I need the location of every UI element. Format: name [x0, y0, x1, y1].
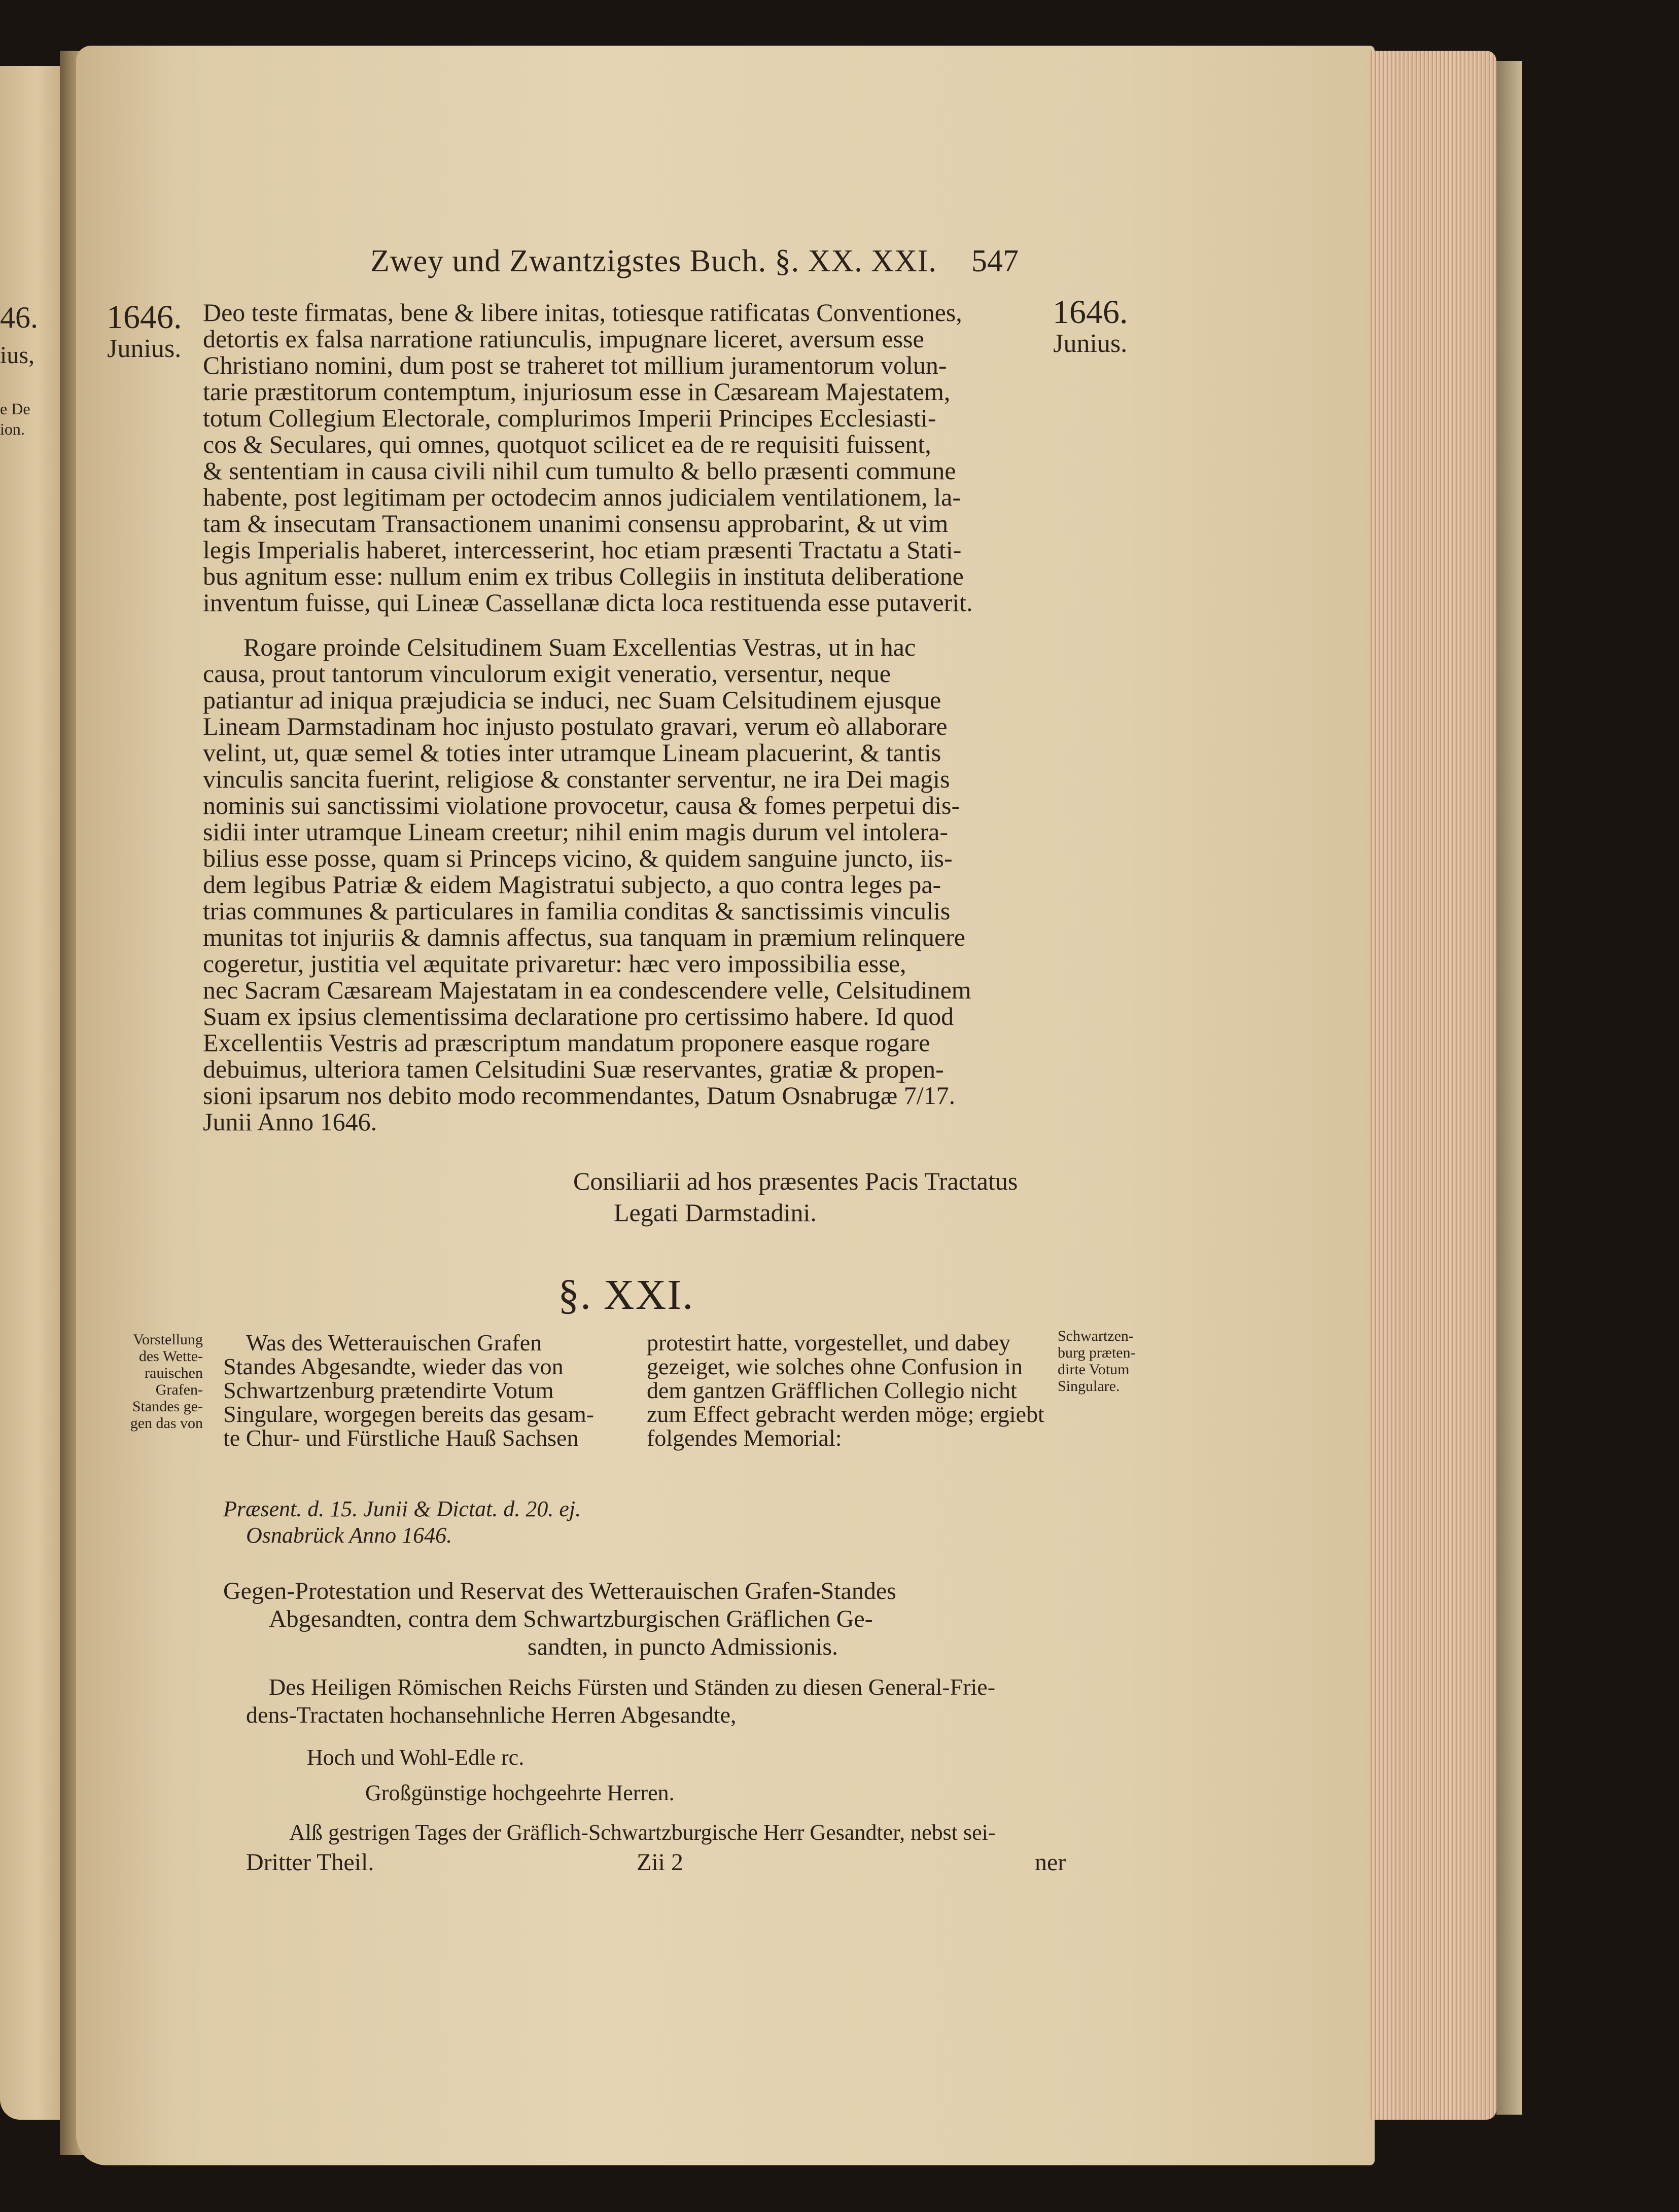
side-note-line: Schwartzen-	[1058, 1328, 1134, 1344]
text-line: inventum fuisse, qui Lineæ Cassellanæ dicta loca restituenda esse putaverit.	[203, 588, 973, 617]
text-line: bus agnitum esse: nullum enim ex tribus Collegiis in instituta deliberatione	[203, 562, 964, 590]
text-line: velint, ut, quæ semel & toties inter utramque Lineam placuerint, & tantis	[203, 738, 941, 767]
catchword: ner	[1035, 1849, 1066, 1876]
text-line: vinculis sancita fuerint, religiose & constanter serventur, ne ira Dei magis	[203, 765, 950, 793]
margin-month: Junius.	[107, 334, 182, 363]
text-line: Standes Abgesandte, wieder das von	[223, 1353, 564, 1379]
title-line: Abgesandten, contra dem Schwartzburgischen Gräflichen Ge-	[269, 1606, 873, 1632]
margin-year: 1646.	[1053, 294, 1128, 331]
side-note-line: Singulare.	[1058, 1378, 1120, 1395]
text-line: Alß gestrigen Tages der Gräflich-Schwartzburgische Herr Gesandter, nebst sei-	[289, 1820, 996, 1845]
text-line: causa, prout tantorum vinculorum exigit veneratio, versentur, neque	[203, 659, 891, 688]
side-note-line: Vorstellung	[133, 1331, 203, 1348]
margin-month: Junius.	[1053, 329, 1128, 358]
text-line: totum Collegium Electorale, complurimos Imperii Principes Ecclesiasti-	[203, 404, 936, 432]
text-line: Christiano nomini, dum post se traheret tot millium juramentorum volun-	[203, 351, 947, 379]
text-line: cogeretur, justitia vel æquitate privaretur: hæc vero impossibilia esse,	[203, 949, 906, 978]
left-page-fragment: e De	[0, 400, 30, 418]
text-line: cos & Seculares, qui omnes, quotquot scilicet ea de re requisiti fuissent,	[203, 430, 931, 458]
text-line: Lineam Darmstadinam hoc injusto postulato gravari, verum eò allaborare	[203, 712, 948, 740]
text-line: Suam ex ipsius clementissima declaratione pro certissimo habere. Id quod	[203, 1002, 954, 1030]
text-line: legis Imperialis haberet, intercesserint, hoc etiam præsenti Tractatu a Stati-	[203, 536, 962, 564]
page-edges	[1370, 51, 1496, 2120]
side-note-line: des Wette-	[138, 1348, 203, 1365]
text-line: zum Effect gebracht werden möge; ergiebt	[647, 1401, 1044, 1427]
text-line: Singulare, worgegen bereits das gesam-	[223, 1401, 594, 1427]
footer-volume: Dritter Theil.	[246, 1849, 374, 1876]
text-line: Excellentiis Vestris ad præscriptum mandatum proponere easque rogare	[203, 1028, 930, 1057]
text-line: tam & insecutam Transactionem unanimi consensu approbarint, & ut vim	[203, 509, 949, 538]
text-line: trias communes & particulares in familia conditas & sanctissimis vinculis	[203, 897, 951, 925]
left-page-fragment: ion.	[0, 420, 25, 438]
text-line: patiantur ad iniqua præjudicia se induci, nec Suam Celsitudinem ejusque	[203, 686, 941, 714]
text-line: tarie præstitorum contemptum, injuriosum esse in Cæsaream Majestatem,	[203, 377, 951, 406]
text-line: Was des Wetterauischen Grafen	[246, 1330, 542, 1355]
side-note-line: Grafen-	[155, 1381, 203, 1398]
left-page-edge	[0, 66, 61, 2120]
side-note-line: rauischen	[145, 1365, 203, 1381]
text-line: nominis sui sanctissimi violatione provocetur, causa & fomes perpetui dis-	[203, 791, 960, 819]
signature-line: Legati Darmstadini.	[614, 1198, 817, 1227]
signature-mark: Zii 2	[637, 1849, 683, 1876]
text-line: habente, post legitimam per octodecim annos judicialem ventilationem, la-	[203, 483, 961, 511]
praesent-line: Præsent. d. 15. Junii & Dictat. d. 20. ej.	[223, 1496, 581, 1521]
salutation: Hoch und Wohl-Edle rc.	[307, 1745, 524, 1770]
cover-edge	[1496, 61, 1522, 2115]
margin-year: 1646.	[107, 299, 182, 336]
text-line: folgendes Memorial:	[647, 1425, 842, 1451]
side-note-line: Standes ge-	[132, 1398, 203, 1415]
side-note-line: burg præten-	[1058, 1344, 1136, 1361]
margin-date-right	[1053, 294, 1128, 360]
text-line: protestirt hatte, vorgestellet, und dabey	[647, 1330, 1011, 1355]
text-line: Deo teste firmatas, bene & libere initas, totiesque ratificatas Conventiones,	[203, 298, 962, 327]
text-line: detortis ex falsa narratione ratiunculis, impugnare liceret, aversum esse	[203, 325, 924, 353]
praesent-line: Osnabrück Anno 1646.	[246, 1523, 452, 1548]
text-line: Rogare proinde Celsitudinem Suam Excellentias Vestras, ut in hac	[243, 633, 916, 661]
text-line: bilius esse posse, quam si Princeps vicino, & quidem sanguine juncto, iis-	[203, 844, 953, 872]
text-line: Junii Anno 1646.	[203, 1108, 377, 1136]
text-line: munitas tot injuriis & damnis affectus, sua tanquam in præmium relinquere	[203, 923, 965, 951]
page-number: 547	[971, 244, 1019, 278]
text-line: Schwartzenburg prætendirte Votum	[223, 1377, 554, 1403]
text-line: sidii inter utramque Lineam creetur; nihil enim magis durum vel intolera-	[203, 817, 949, 846]
running-header-title: Zwey und Zwantzigstes Buch. §. XX. XXI.	[370, 244, 937, 278]
text-line: te Chur- und Fürstliche Hauß Sachsen	[223, 1425, 579, 1451]
title-line: sandten, in puncto Admissionis.	[528, 1633, 838, 1660]
text-line: dem gantzen Gräfflichen Collegio nicht	[647, 1377, 1017, 1403]
title-line: Gegen-Protestation und Reservat des Wetterauischen Grafen-Standes	[223, 1578, 896, 1604]
text-line: debuimus, ulteriora tamen Celsitudini Suæ reservantes, gratiæ & propen-	[203, 1055, 944, 1083]
left-page-fragment: 46.	[0, 301, 38, 334]
section-heading: §. XXI.	[558, 1271, 694, 1318]
text-line: nec Sacram Cæsaream Majestatam in ea condescendere velle, Celsitudinem	[203, 976, 971, 1004]
side-note-line: dirte Votum	[1058, 1361, 1130, 1378]
salutation: Großgünstige hochgeehrte Herren.	[365, 1780, 675, 1805]
side-note-left	[107, 1331, 203, 1432]
signature-line: Consiliarii ad hos præsentes Pacis Tractatus	[573, 1167, 1018, 1195]
text-line: & sententiam in causa civili nihil cum tumulto & bello præsenti commune	[203, 456, 956, 485]
side-note-right	[1058, 1328, 1136, 1395]
address-line: dens-Tractaten hochansehnliche Herren Abgesandte,	[246, 1702, 737, 1728]
address-line: Des Heiligen Römischen Reichs Fürsten und Ständen zu diesen General-Frie-	[269, 1674, 996, 1700]
text-line: gezeiget, wie solches ohne Confusion in	[647, 1353, 1023, 1379]
margin-date-left	[107, 299, 182, 365]
text-line: sioni ipsarum nos debito modo recommendantes, Datum Osnabrugæ 7/17.	[203, 1081, 956, 1110]
left-page-fragment: ius,	[0, 342, 35, 369]
text-line: dem legibus Patriæ & eidem Magistratui subjecto, a quo contra leges pa-	[203, 870, 941, 899]
side-note-line: gen das von	[130, 1415, 203, 1432]
